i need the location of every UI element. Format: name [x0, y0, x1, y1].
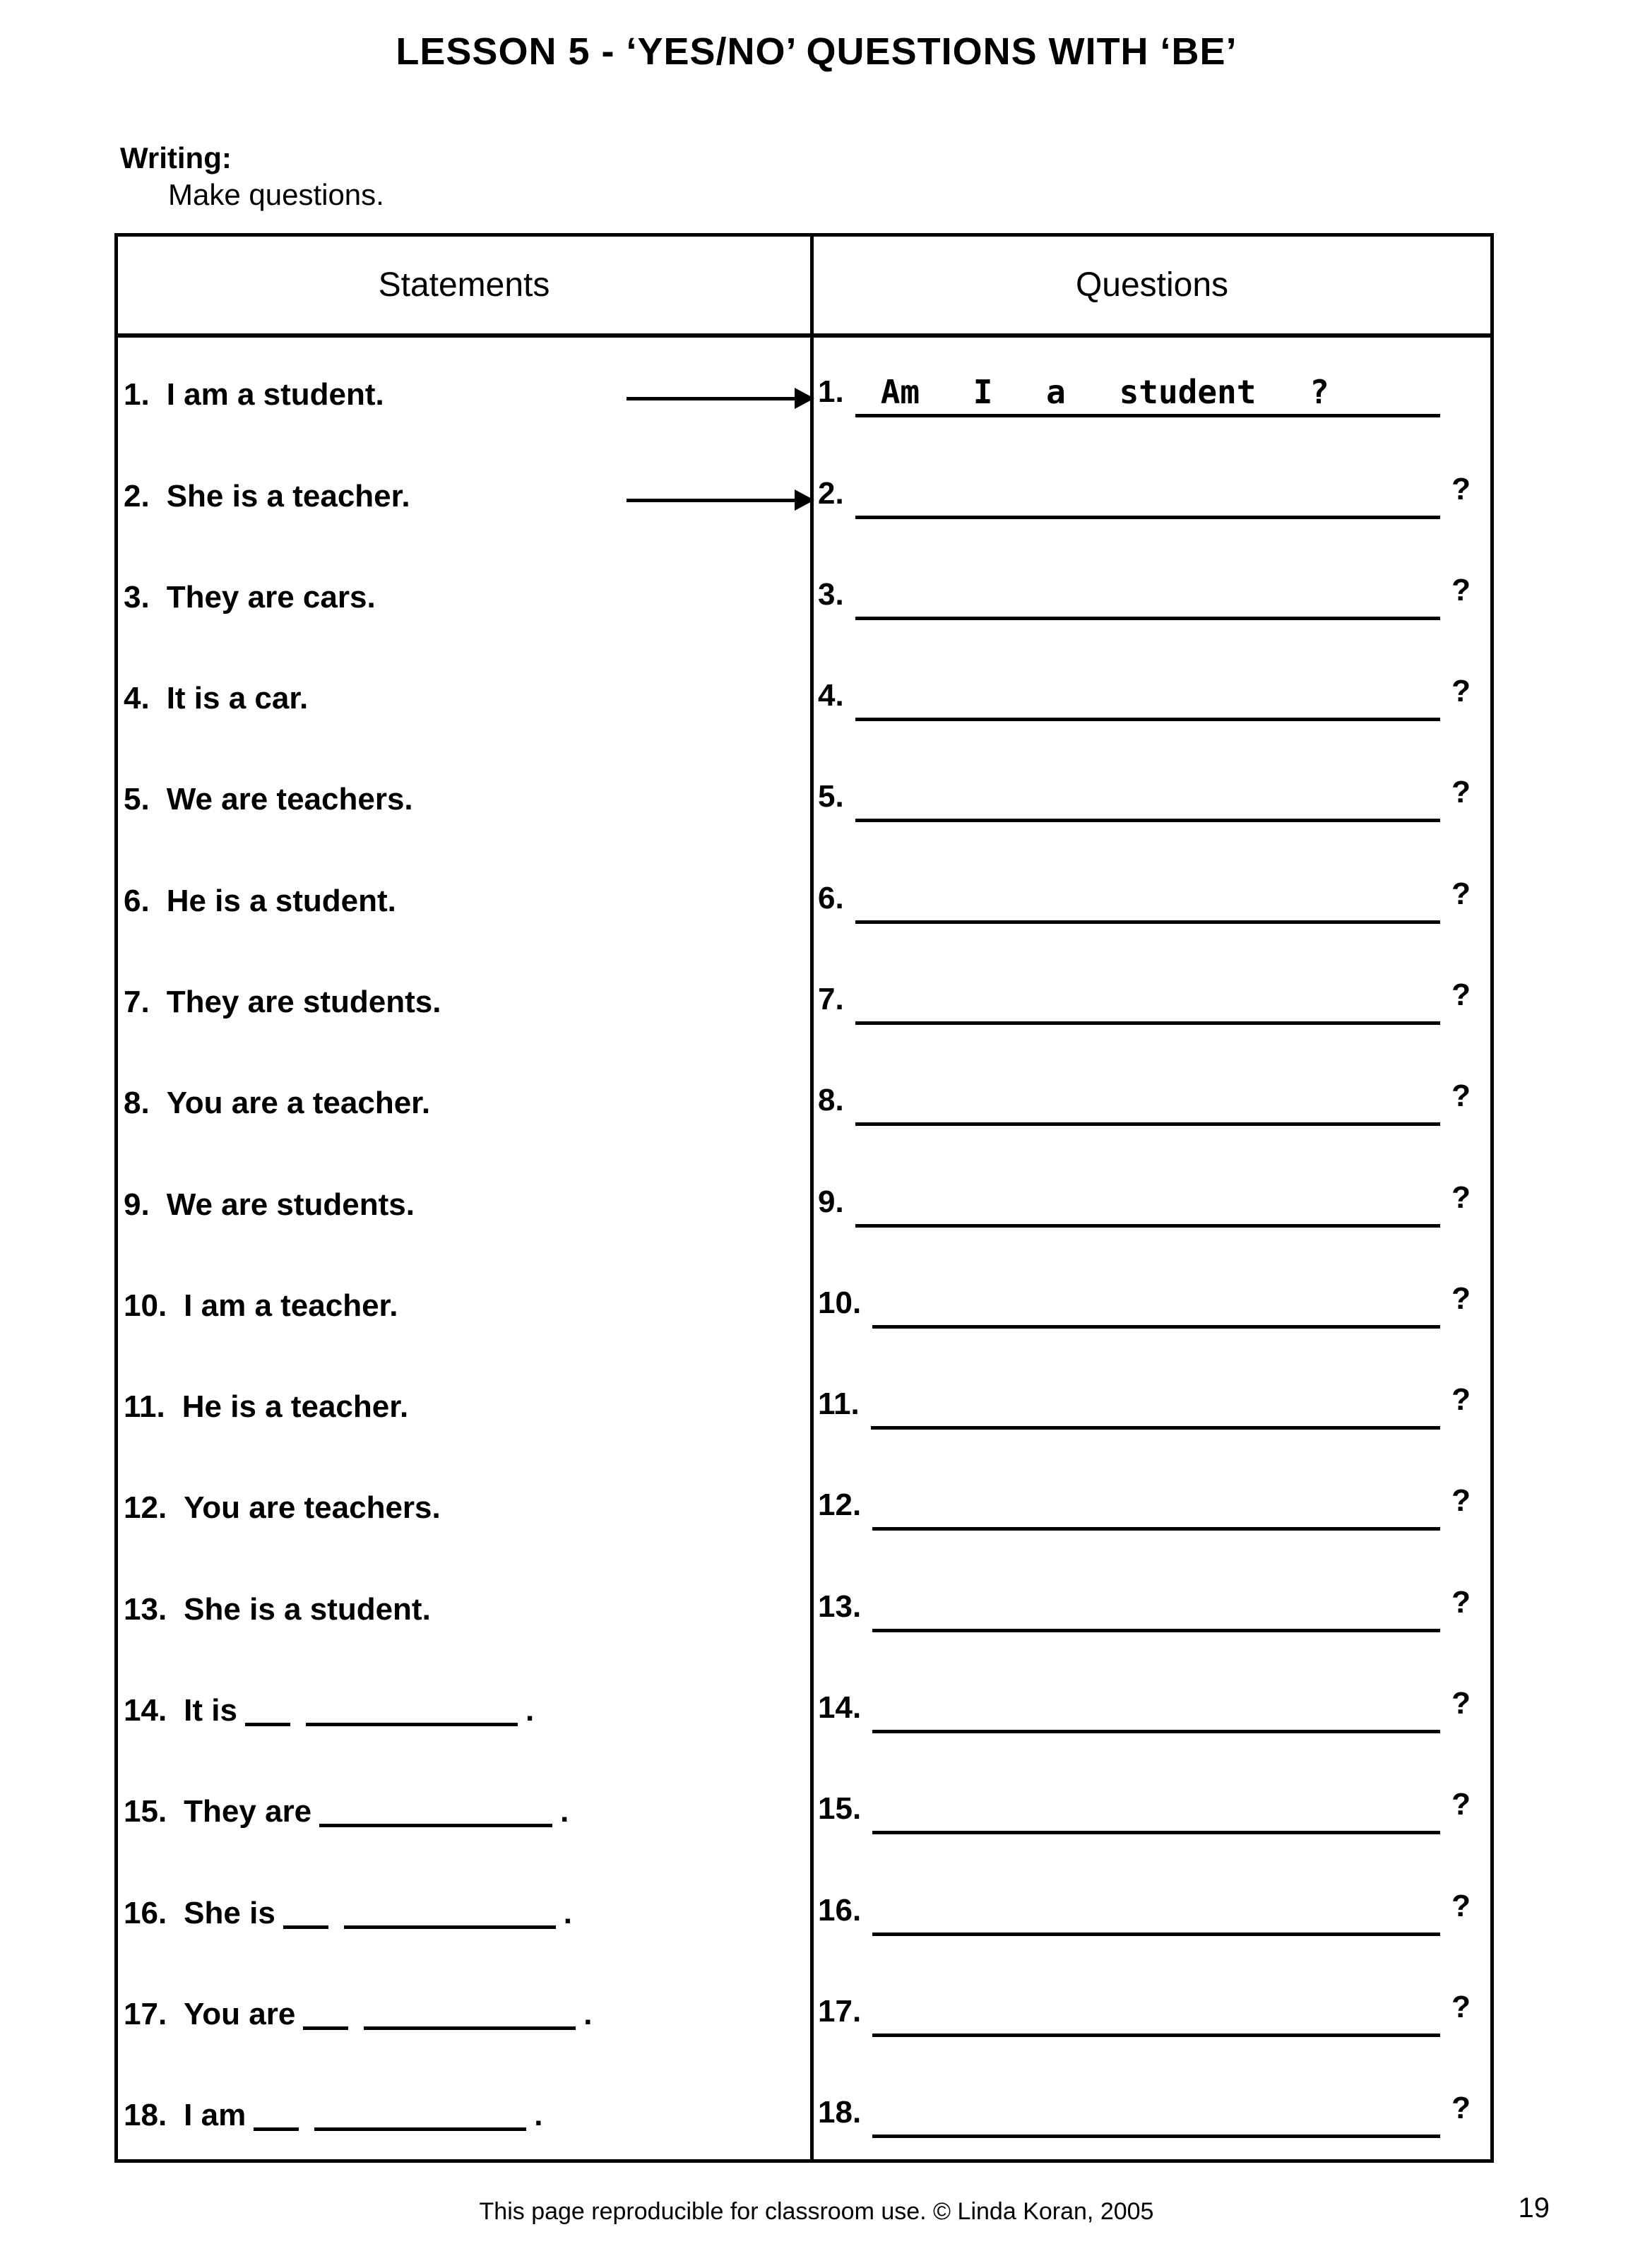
table-row — [118, 1552, 1490, 1653]
statement-number: 8. — [124, 1086, 150, 1121]
statement-blank — [364, 2026, 576, 2030]
question-number: 7. — [818, 981, 844, 1016]
question-cell — [814, 1249, 1490, 1350]
answer-line — [855, 473, 1440, 519]
question-cell — [814, 1350, 1490, 1451]
answer-line — [872, 1687, 1440, 1733]
page-title: LESSON 5 - ‘YES/NO’ QUESTIONS WITH ‘BE’ — [396, 30, 1237, 73]
answer-line — [855, 878, 1440, 924]
statement-blank — [314, 2127, 526, 2131]
statement-text: I am . — [184, 2098, 543, 2133]
worksheet-table — [114, 233, 1494, 2163]
statement-text: I am a teacher. — [184, 1288, 398, 1323]
question-cell — [814, 1552, 1490, 1653]
statement-number: 13. — [124, 1591, 167, 1627]
question-cell — [814, 1755, 1490, 1856]
statement-number: 17. — [124, 1996, 167, 2031]
question-number: 2. — [818, 475, 844, 511]
answer-line — [855, 776, 1440, 822]
statement-number: 16. — [124, 1895, 167, 1930]
question-number: 10. — [818, 1285, 862, 1320]
question-cell — [814, 2058, 1490, 2159]
question-number: 18. — [818, 2095, 862, 2130]
table-row — [118, 843, 1490, 944]
statement-text: You are a teacher. — [166, 1086, 431, 1121]
statement-number: 18. — [124, 2098, 167, 2133]
answer-line — [872, 1283, 1440, 1329]
statement-number: 2. — [124, 478, 150, 513]
question-mark: ? — [1451, 1180, 1471, 1215]
question-number: 13. — [818, 1589, 862, 1624]
statement-cell — [118, 2058, 814, 2159]
page-number: 19 — [1518, 2192, 1550, 2224]
statement-cell — [118, 1249, 814, 1350]
statement-cell — [118, 1451, 814, 1552]
statement-cell — [118, 1046, 814, 1147]
statement-text: It is a car. — [166, 681, 309, 716]
question-cell — [814, 1856, 1490, 1957]
table-row — [118, 439, 1490, 540]
answer-line — [872, 1788, 1440, 1834]
table-body — [118, 338, 1490, 2159]
question-number: 16. — [818, 1892, 862, 1928]
table-row — [118, 1755, 1490, 1856]
question-cell — [814, 843, 1490, 944]
question-number: 9. — [818, 1184, 844, 1219]
question-cell — [814, 1957, 1490, 2058]
question-mark: ? — [1451, 2091, 1471, 2126]
answer-line — [855, 574, 1440, 620]
question-number: 3. — [818, 576, 844, 612]
question-cell — [814, 338, 1490, 439]
question-mark: ? — [1451, 1382, 1471, 1418]
statement-cell — [118, 742, 814, 843]
table-row — [118, 2058, 1490, 2159]
section-label: Writing: — [120, 141, 232, 174]
table-header-row — [118, 237, 1490, 338]
statement-number: 7. — [124, 984, 150, 1019]
statement-text: She is a teacher. — [166, 478, 410, 513]
statement-cell — [118, 843, 814, 944]
question-mark: ? — [1451, 1584, 1471, 1620]
statement-number: 1. — [124, 377, 150, 412]
handwritten-answer: Am I a student ? — [880, 373, 1329, 412]
question-number: 14. — [818, 1690, 862, 1725]
question-cell — [814, 641, 1490, 742]
statement-text: We are teachers. — [166, 782, 413, 817]
statement-number: 6. — [124, 883, 150, 918]
statement-text: They are cars. — [166, 579, 376, 615]
answer-line — [872, 2092, 1440, 2138]
answer-line — [872, 1586, 1440, 1632]
table-row — [118, 1046, 1490, 1147]
statements-column-header: Statements — [118, 237, 814, 333]
question-mark: ? — [1451, 1989, 1471, 2024]
instruction-text: Make questions. — [168, 178, 384, 211]
question-number: 6. — [818, 880, 844, 915]
question-number: 17. — [818, 1993, 862, 2029]
right-arrow-icon — [627, 499, 796, 502]
statement-number: 15. — [124, 1794, 167, 1829]
question-cell — [814, 742, 1490, 843]
questions-column-header: Questions — [1075, 266, 1229, 304]
statement-text: I am a student. — [166, 377, 384, 412]
statement-blank — [283, 1925, 328, 1929]
statement-cell — [118, 1147, 814, 1248]
statement-number: 14. — [124, 1692, 167, 1728]
question-number: 12. — [818, 1488, 862, 1523]
question-cell — [814, 1653, 1490, 1755]
question-mark: ? — [1451, 1483, 1471, 1519]
answer-line — [872, 1890, 1440, 1936]
question-cell — [814, 540, 1490, 641]
statement-blank — [319, 1824, 552, 1827]
statement-blank — [303, 2026, 348, 2030]
question-number: 4. — [818, 678, 844, 713]
table-row — [118, 945, 1490, 1046]
table-row — [118, 540, 1490, 641]
right-arrow-icon — [627, 397, 796, 400]
statement-cell — [118, 1653, 814, 1755]
statement-text: It is . — [184, 1692, 535, 1728]
question-mark: ? — [1451, 1079, 1471, 1114]
answer-line — [855, 1080, 1440, 1126]
question-number: 15. — [818, 1791, 862, 1827]
answer-line — [855, 1182, 1440, 1228]
question-cell — [814, 439, 1490, 540]
answer-line — [855, 372, 1440, 417]
statement-text: He is a teacher. — [182, 1389, 409, 1425]
statement-number: 5. — [124, 782, 150, 817]
table-row — [118, 1350, 1490, 1451]
question-mark: ? — [1451, 1787, 1471, 1822]
question-cell — [814, 945, 1490, 1046]
statement-number: 11. — [124, 1389, 165, 1425]
table-row — [118, 1451, 1490, 1552]
question-mark: ? — [1451, 876, 1471, 911]
question-number: 1. — [818, 374, 844, 410]
statement-cell — [118, 641, 814, 742]
statement-cell — [118, 945, 814, 1046]
statement-text: You are teachers. — [184, 1490, 441, 1526]
table-row — [118, 1147, 1490, 1248]
statement-cell — [118, 1552, 814, 1653]
question-number: 5. — [818, 779, 844, 814]
question-cell — [814, 1451, 1490, 1552]
question-mark: ? — [1451, 674, 1471, 709]
statement-cell — [118, 1350, 814, 1451]
table-row — [118, 1856, 1490, 1957]
answer-line — [872, 1991, 1440, 2037]
statement-cell — [118, 1856, 814, 1957]
question-cell — [814, 1147, 1490, 1248]
table-row — [118, 1957, 1490, 2058]
footer-copyright: This page reproducible for classroom use. © Linda Koran, 2005 — [479, 2198, 1154, 2225]
statement-text: She is . — [184, 1895, 573, 1930]
statement-number: 12. — [124, 1490, 167, 1526]
statement-text: She is a student. — [184, 1591, 431, 1627]
statement-text: You are . — [184, 1996, 593, 2031]
question-mark: ? — [1451, 1888, 1471, 1923]
question-mark: ? — [1451, 471, 1471, 506]
table-row — [118, 1249, 1490, 1350]
statement-text: He is a student. — [166, 883, 396, 918]
answer-line — [855, 979, 1440, 1025]
question-number: 11. — [818, 1387, 860, 1422]
statement-text: We are students. — [166, 1187, 415, 1222]
question-mark: ? — [1451, 1685, 1471, 1721]
statement-cell — [118, 540, 814, 641]
statement-text: They are students. — [166, 984, 441, 1019]
table-row — [118, 742, 1490, 843]
table-row — [118, 338, 1490, 439]
statement-blank — [245, 1723, 290, 1726]
statement-cell — [118, 1957, 814, 2058]
answer-line — [872, 1485, 1440, 1531]
statement-text: They are . — [184, 1794, 569, 1829]
statement-cell — [118, 439, 814, 540]
statement-number: 9. — [124, 1187, 150, 1222]
statement-number: 3. — [124, 579, 150, 615]
statement-blank — [254, 2127, 299, 2131]
statement-cell — [118, 1755, 814, 1856]
question-cell — [814, 1046, 1490, 1147]
answer-line — [855, 675, 1440, 721]
statement-blank — [306, 1723, 518, 1726]
statement-blank — [344, 1925, 556, 1929]
question-mark: ? — [1451, 1281, 1471, 1316]
question-mark: ? — [1451, 977, 1471, 1012]
table-row — [118, 641, 1490, 742]
question-mark: ? — [1451, 775, 1471, 810]
answer-line — [871, 1384, 1440, 1430]
question-number: 8. — [818, 1083, 844, 1118]
statement-number: 10. — [124, 1288, 167, 1323]
question-mark: ? — [1451, 572, 1471, 607]
table-row — [118, 1653, 1490, 1755]
statement-cell — [118, 338, 814, 439]
statement-number: 4. — [124, 681, 150, 716]
